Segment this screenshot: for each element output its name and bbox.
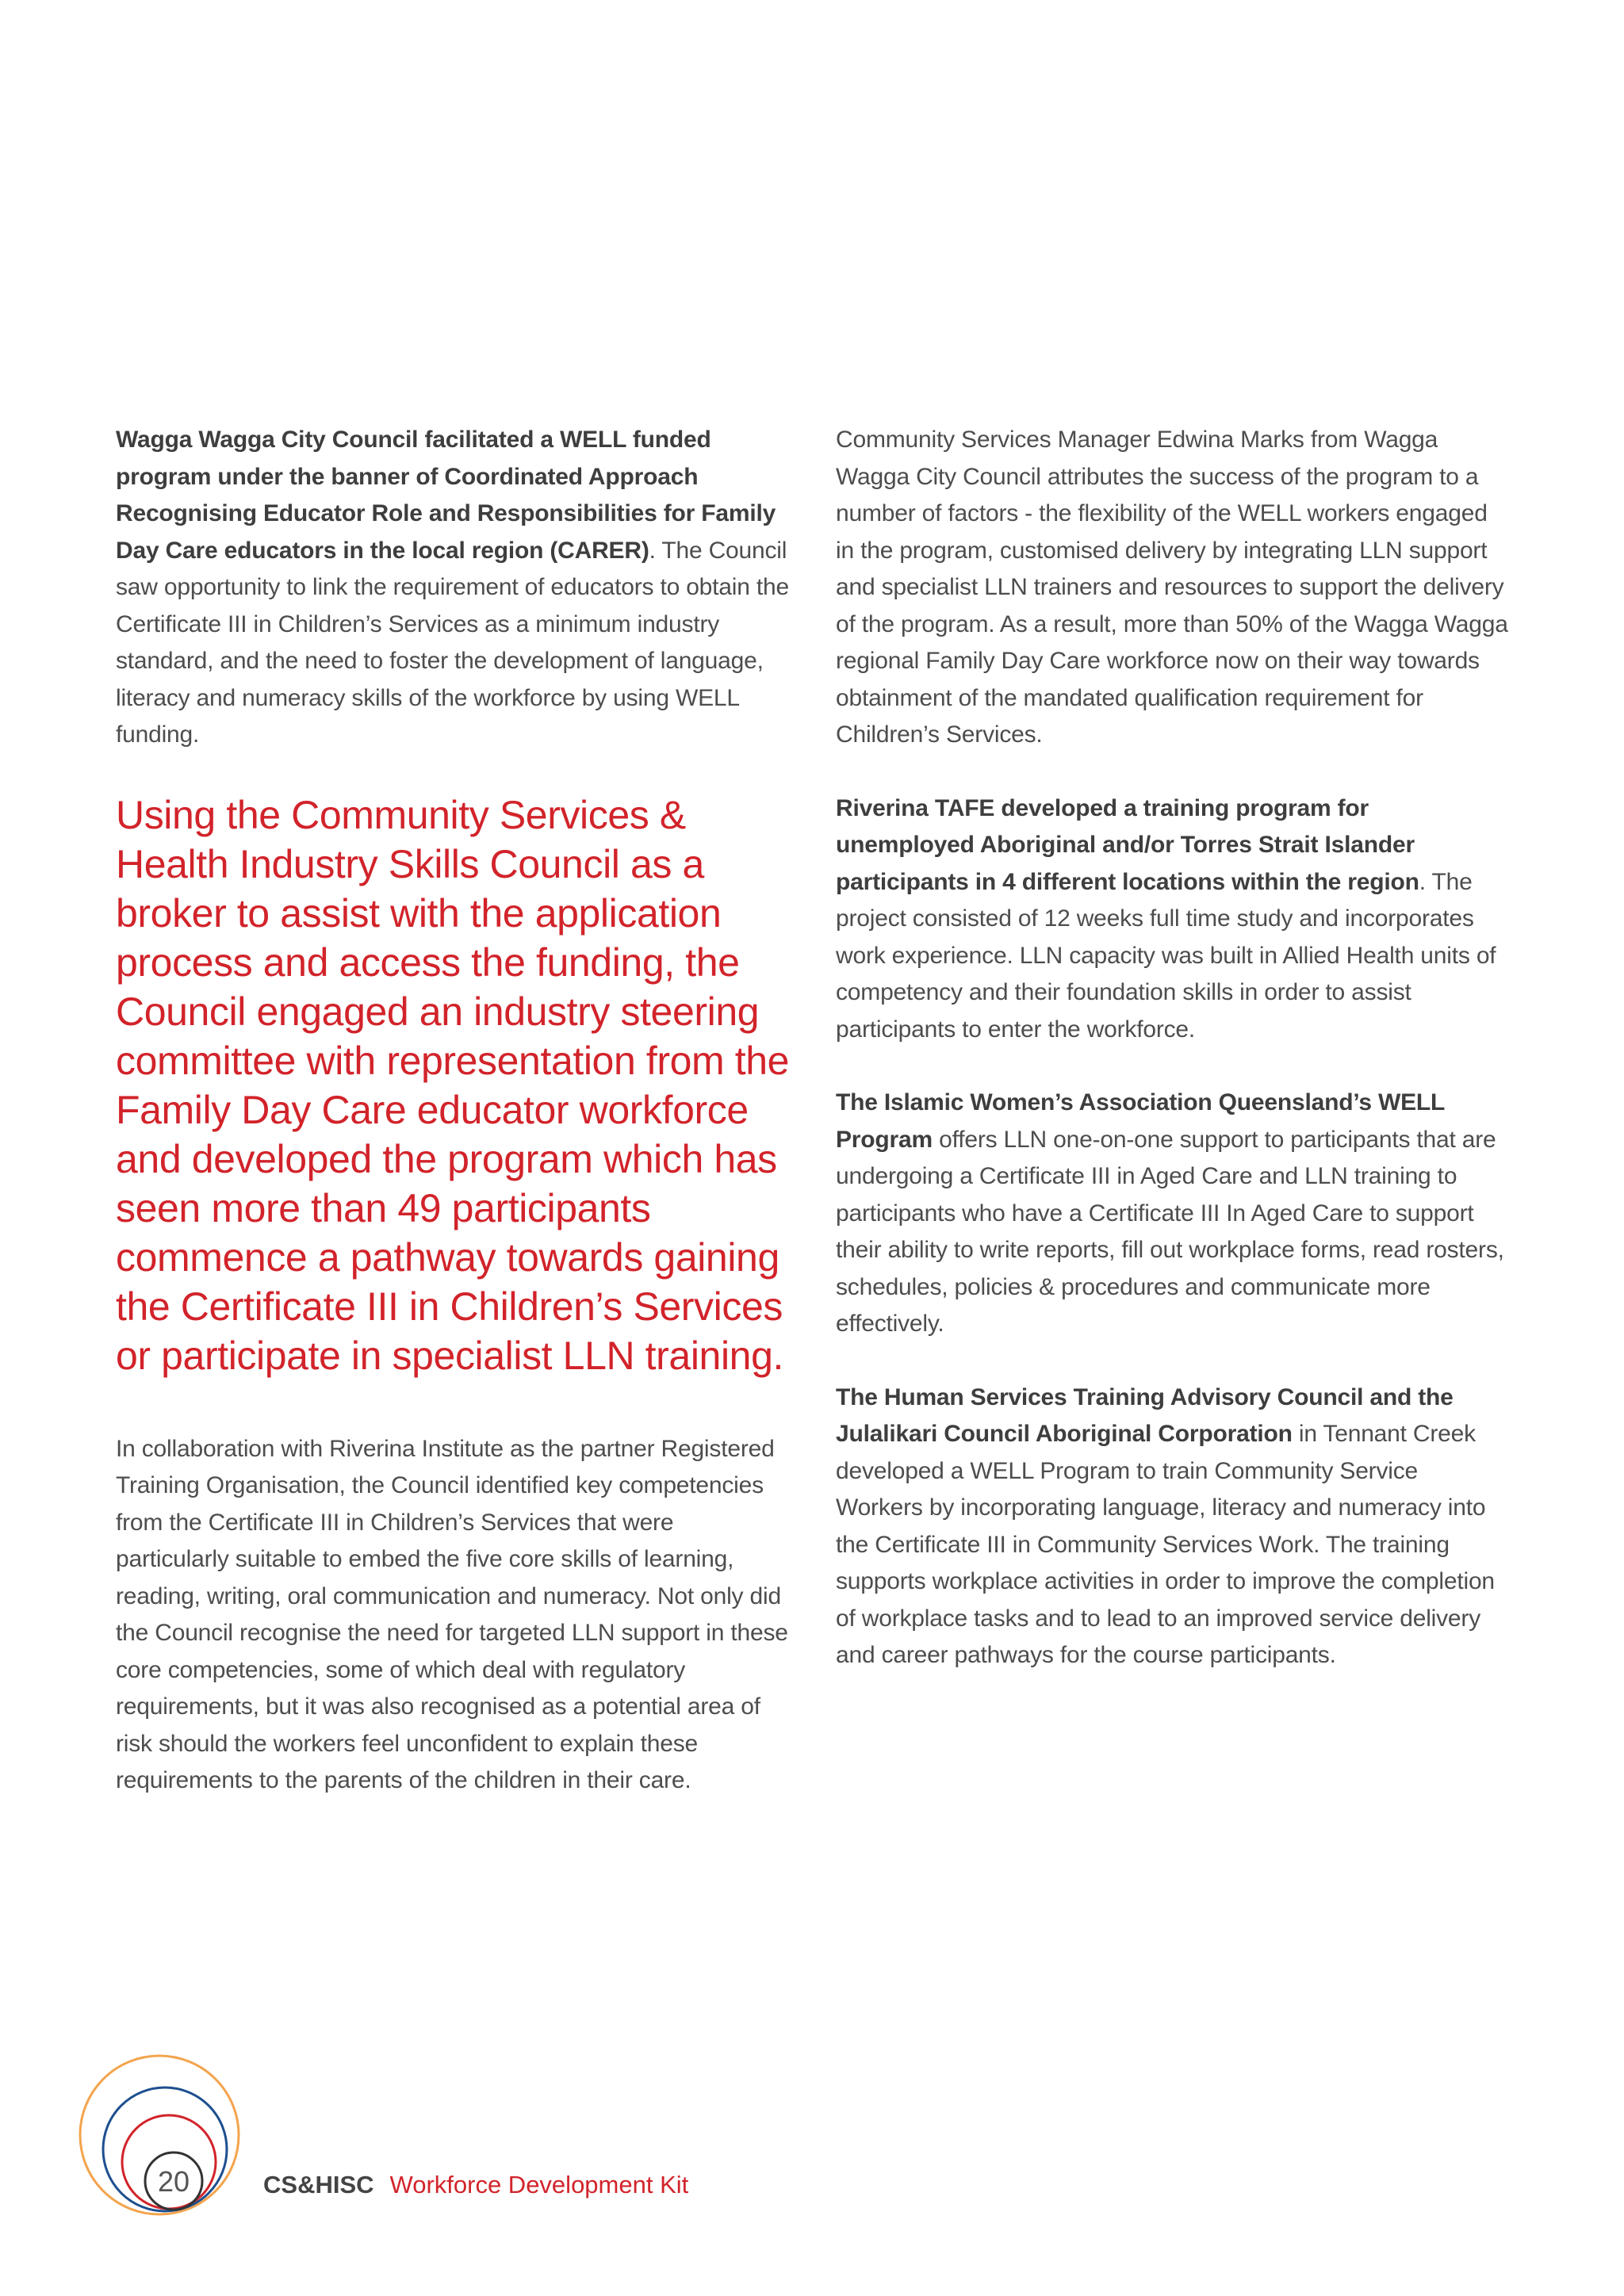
intro-lead: Wagga Wagga City Council facilitated a WELL funded program under the banner of Coordinated Approach Recognising Educator Role and Responsibilities for Family Day Care educators in the local region (CARER) xyxy=(116,427,776,564)
pull-quote: Using the Community Services & Health Industry Skills Council as a broker to assist with the application process and access the funding, the Council engaged an industry steering committee with representation from the Family Day Care educator workforce and developed the program which has seen more than 49 participants commence a pathway towards gaining the Certificate III in Children’s Services or participate in specialist LLN training. xyxy=(116,792,790,1378)
riverina-paragraph xyxy=(836,790,1510,1049)
human-services-body: in Tennant Creek developed a WELL Program to train Community Service Workers by incorporating language, literacy and numeracy into the Certificate III in Community Services Work. The training supports workplace activities in order to improve the completion of workplace tasks and to lead to an improved service delivery and career pathways for the course participants. xyxy=(836,1421,1495,1668)
islamic-body: offers LLN one-on-one support to participants that are undergoing a Certificate III in Aged Care and LLN training to participants who have a Certificate III In Aged Care to support their ability to write reports, fill out workplace forms, read rosters, schedules, policies & procedures and communicate more effectively. xyxy=(836,1126,1504,1337)
human-services-lead: The Human Services Training Advisory Council and the Julalikari Council Aboriginal Corporation xyxy=(836,1383,1454,1447)
page-number: 20 xyxy=(157,2165,190,2198)
page-footer xyxy=(76,2053,790,2228)
collaboration-paragraph: In collaboration with Riverina Institute as the partner Registered Training Organisation, the Council identified key competencies from the Certificate III in Children’s Services that were particularly suitable to embed the five core skills of learning, reading, writing, oral communication and numeracy. Not only did the Council recognise the need for targeted LLN support in these core competencies, some of which deal with regulatory requirements, but it was also recognised as a potential area of risk should the workers feel unconfident to explain these requirements to the parents of the children in their care. xyxy=(116,1435,788,1793)
islamic-lead: The Islamic Women’s Association Queensland’s WELL Program xyxy=(836,1089,1445,1153)
intro-paragraph xyxy=(116,422,790,754)
left-column xyxy=(116,422,790,1836)
footer-brand: CS&HISC xyxy=(263,2171,374,2198)
human-services-paragraph xyxy=(836,1380,1510,1674)
right-column xyxy=(836,422,1510,1711)
footer-title: Workforce Development Kit xyxy=(389,2171,689,2198)
riverina-body: . The project consisted of 12 weeks full time study and incorporates work experience. LLN capacity was built in Allied Health units of competency and their foundation skills in order to assist participants to enter the workforce. xyxy=(836,868,1496,1043)
footer-publication xyxy=(263,2169,688,2201)
riverina-lead: Riverina TAFE developed a training program for unemployed Aboriginal and/or Torres Strait Islander participants in 4 different locations within the region xyxy=(836,794,1419,895)
islamic-paragraph xyxy=(836,1085,1510,1343)
success-paragraph: Community Services Manager Edwina Marks from Wagga Wagga City Council attributes the success of the program to a number of factors - the flexibility of the WELL workers engaged in the program, customised delivery by integrating LLN support and specialist LLN trainers and resources to support the delivery of the program. As a result, more than 50% of the Wagga Wagga regional Family Day Care workforce now on their way towards obtainment of the mandated qualification requirement for Children’s Services. xyxy=(836,427,1508,748)
intro-body: . The Council saw opportunity to link the requirement of educators to obtain the Certificate III in Children’s Services as a minimum industry standard, and the need to foster the development of language, literacy and numeracy skills of the workforce by using WELL funding. xyxy=(116,537,789,748)
